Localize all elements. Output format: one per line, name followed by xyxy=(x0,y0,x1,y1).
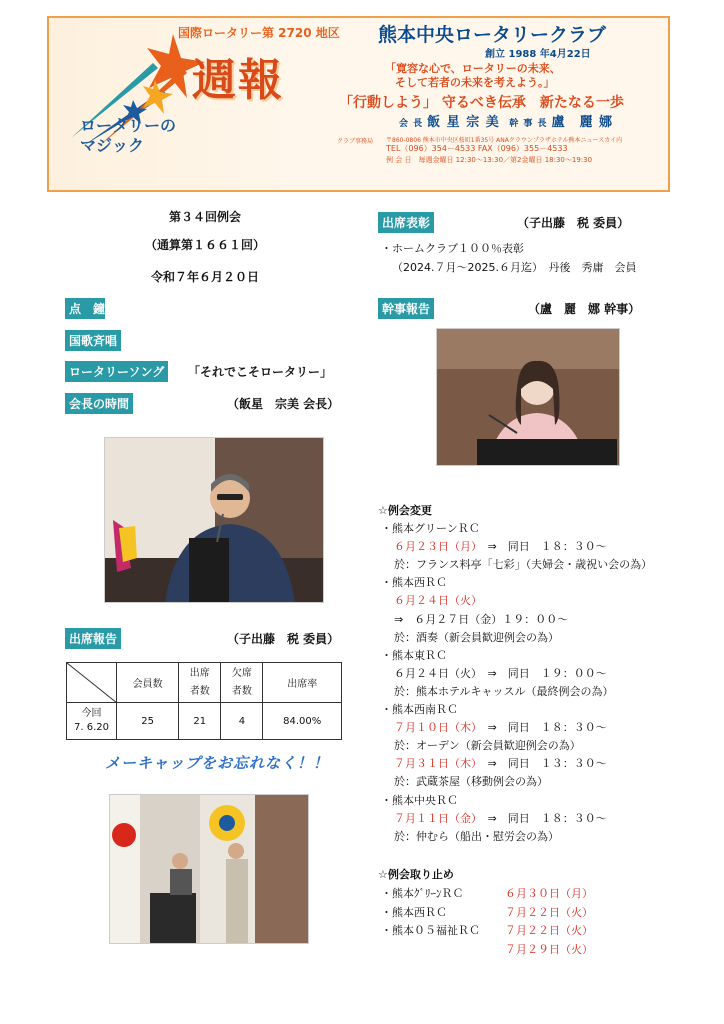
attendance-report-speaker: （子出藤 税 委員） xyxy=(227,632,340,646)
theme-magic: ロータリーの マジック xyxy=(80,116,177,155)
change-line xyxy=(394,828,559,844)
slogan-line-1: 「寛容な心で、ロータリーの未来、 xyxy=(385,62,561,75)
change-text: 於：オーデン（新会員歓迎例会の為） xyxy=(394,739,581,753)
change-text: 於：熊本ホテルキャッスル（最終例会の為） xyxy=(394,684,614,698)
office-phone: TEL（096）354－4533 FAX（096）355－4533 xyxy=(386,144,568,153)
meeting-date: 令和７年６月２０日 xyxy=(150,270,259,284)
table-header: 出席率 xyxy=(263,663,342,703)
change-date-highlight: ６月２４日（火） xyxy=(394,594,482,608)
change-text: ・熊本西南ＲＣ xyxy=(381,703,458,716)
president-photo xyxy=(104,437,324,603)
anthem-label: 国歌斉唱 xyxy=(65,330,121,351)
table-cell: 84.00% xyxy=(263,703,342,740)
district-label: 国際ロータリー第 2720 地区 xyxy=(178,26,340,40)
award-photo xyxy=(109,794,309,944)
change-text: ・熊本東ＲＣ xyxy=(381,648,447,662)
change-line xyxy=(394,683,613,699)
president-name: 飯 星 宗 美 xyxy=(427,115,500,130)
table-row-label: 今回 7. 6.20 xyxy=(67,703,117,740)
table-cell: 25 xyxy=(117,703,179,740)
change-text: ６月２４日（火） ⇒ 同日 １９：００～ xyxy=(394,666,607,680)
change-date-highlight: ７月１０日（木） xyxy=(394,721,477,735)
change-text: ・熊本グリーンＲＣ xyxy=(381,522,480,535)
table-cell: 4 xyxy=(221,703,263,740)
change-line xyxy=(381,701,458,717)
cancel-club: ・熊本０５福祉ＲＣ xyxy=(381,924,480,937)
change-line xyxy=(394,611,568,627)
table-cell: 21 xyxy=(179,703,221,740)
table-header: 会員数 xyxy=(117,663,179,703)
change-line xyxy=(394,810,607,826)
secretary-report-speaker: （盧 麗 娜 幹事） xyxy=(528,302,641,316)
cancel-date: ７月２２日（火） xyxy=(505,905,593,919)
roll-call-label: 点 鐘 xyxy=(65,298,105,319)
change-date-highlight: ７月１１日（金） xyxy=(394,811,477,825)
president-time-speaker: （飯星 宗美 会長） xyxy=(227,397,340,411)
song-title: 「それでこそロータリー」 xyxy=(188,365,333,379)
change-text: ⇒ ６月２７日（金）１９：００～ xyxy=(394,612,569,626)
secretary-photo xyxy=(436,328,620,466)
change-text: 於：武蔵茶屋（移動例会の為） xyxy=(394,775,548,789)
change-line xyxy=(394,719,607,735)
cancel-date: ７月２２日（火） xyxy=(505,924,593,937)
weekly-title: 週報 xyxy=(192,55,284,106)
change-line xyxy=(394,773,548,789)
award-line-1: ・ホームクラブ１００％表彰 xyxy=(381,242,524,255)
change-line xyxy=(381,520,480,536)
change-text: ・熊本西ＲＣ xyxy=(381,576,447,590)
change-date-highlight: ６月２３日（月） xyxy=(394,540,477,554)
change-line xyxy=(394,629,559,645)
change-line xyxy=(394,556,652,572)
change-line xyxy=(394,665,607,681)
meeting-number: 第３４回例会 xyxy=(168,210,241,224)
makeup-reminder: メーキャップをお忘れなく！！ xyxy=(105,754,330,772)
president-figure-icon xyxy=(105,438,324,603)
club-name: 熊本中央ロータリークラブ xyxy=(378,24,607,46)
meeting-schedule: 例 会 日 毎週金曜日 12:30～13:30／第2金曜日 18:30～19:30 xyxy=(386,156,593,164)
change-text: ・熊本中央ＲＣ xyxy=(381,793,458,807)
office-label: クラブ事務局 xyxy=(337,138,374,145)
cancel-club: ・熊本西ＲＣ xyxy=(381,905,447,919)
table-corner-cell xyxy=(67,663,117,703)
founded-date: 創立 1988 年4月22日 xyxy=(485,49,591,60)
change-line xyxy=(394,538,607,554)
change-rest: ⇒ 同日 １３：３０～ xyxy=(476,757,607,771)
change-rest: ⇒ 同日 １８：３０～ xyxy=(476,721,607,735)
change-text: 於：酒奏（新会員歓迎例会の為） xyxy=(394,630,559,644)
secretary-report-label: 幹事報告 xyxy=(378,298,434,319)
secretary-figure-icon xyxy=(437,329,620,466)
change-line xyxy=(381,792,458,808)
table-header: 欠席 者数 xyxy=(221,663,263,703)
president-time-label: 会長の時間 xyxy=(65,393,133,414)
change-line xyxy=(381,574,447,590)
change-text: 於：フランス料亭「七彩」（夫婦会・歳祝い会の為） xyxy=(394,558,653,572)
meeting-total: （通算第１６６１回） xyxy=(144,238,265,252)
slogan-line-2: そして若者の未来を考えよう。」 xyxy=(395,76,555,89)
secretary-name: 盧 麗 娜 xyxy=(551,115,614,130)
change-text: 於：仲むら（船出・慰労会の為） xyxy=(394,829,559,843)
change-line xyxy=(394,592,482,608)
action-slogan: 「行動しよう」 守るべき伝承 新たなる一歩 xyxy=(339,95,624,111)
cancellations-title: ☆例会取り止め xyxy=(378,868,454,881)
secretary-label: 幹 事 長 xyxy=(509,119,548,129)
cancel-club: ・熊本ｸﾞﾘｰﾝＲＣ xyxy=(381,887,464,900)
attendance-award-label: 出席表彰 xyxy=(378,212,434,233)
president-label: 会 長 xyxy=(399,119,424,129)
table-header: 出席 者数 xyxy=(179,663,221,703)
cancel-date: ６月３０日（月） xyxy=(505,887,593,900)
change-line xyxy=(394,755,607,771)
change-rest: ⇒ 同日 １８：３０～ xyxy=(476,540,607,554)
award-scene-icon xyxy=(110,795,309,944)
change-line xyxy=(394,737,581,753)
change-line xyxy=(381,647,447,663)
attendance-table xyxy=(66,662,342,740)
office-address: 〒860-0806 熊本市中央区桜町1番35号 ANAクラウンプラザホテル熊本ニュースカイ内 xyxy=(386,137,623,144)
award-line-2: （2024.７月～2025.６月迄） 丹後 秀庸 会員 xyxy=(392,261,637,274)
attendance-report-label: 出席報告 xyxy=(65,628,121,649)
changes-title: ☆例会変更 xyxy=(378,504,432,517)
change-rest: ⇒ 同日 １８：３０～ xyxy=(476,811,607,825)
cancel-date: ７月２９日（火） xyxy=(505,942,593,956)
officers xyxy=(395,111,613,130)
song-label: ロータリーソング xyxy=(65,361,168,382)
diagonal-line-icon xyxy=(67,663,117,703)
attendance-award-speaker: （子出藤 税 委員） xyxy=(517,216,630,230)
change-date-highlight: ７月３１日（木） xyxy=(394,757,477,771)
